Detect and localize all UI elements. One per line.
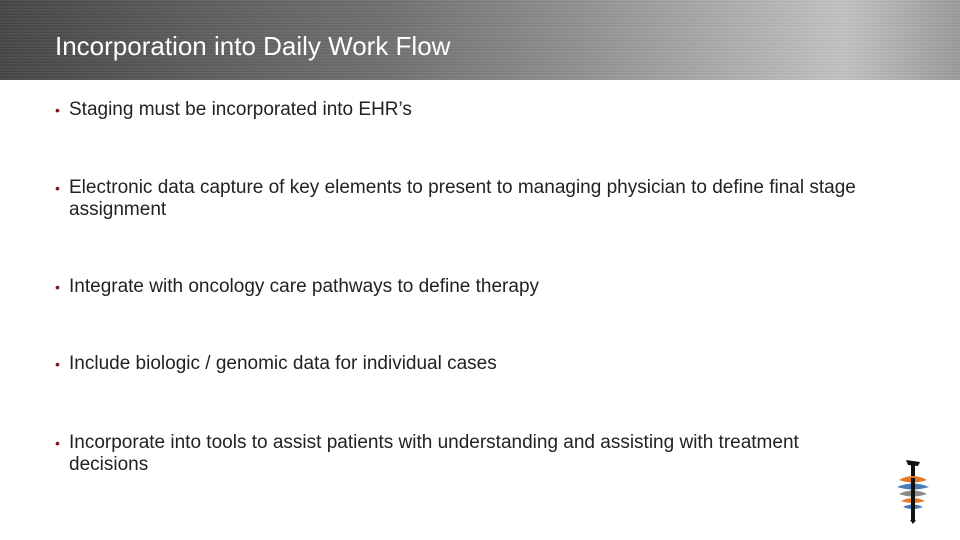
title-bar: [0, 0, 960, 80]
bullet-item: • Include biologic / genomic data for individual cases: [55, 353, 869, 375]
bullet-item: • Electronic data capture of key elements to present to managing physician to define final stage assignment: [55, 177, 869, 221]
bullet-item: • Integrate with oncology care pathways to define therapy: [55, 276, 869, 298]
bullet-item: • Staging must be incorporated into EHR’s: [55, 99, 869, 121]
caduceus-logo-icon: [893, 458, 933, 524]
bullet-item: • Incorporate into tools to assist patients with understanding and assisting with treatment decisions: [55, 432, 869, 476]
slide-title: Incorporation into Daily Work Flow: [55, 31, 451, 61]
